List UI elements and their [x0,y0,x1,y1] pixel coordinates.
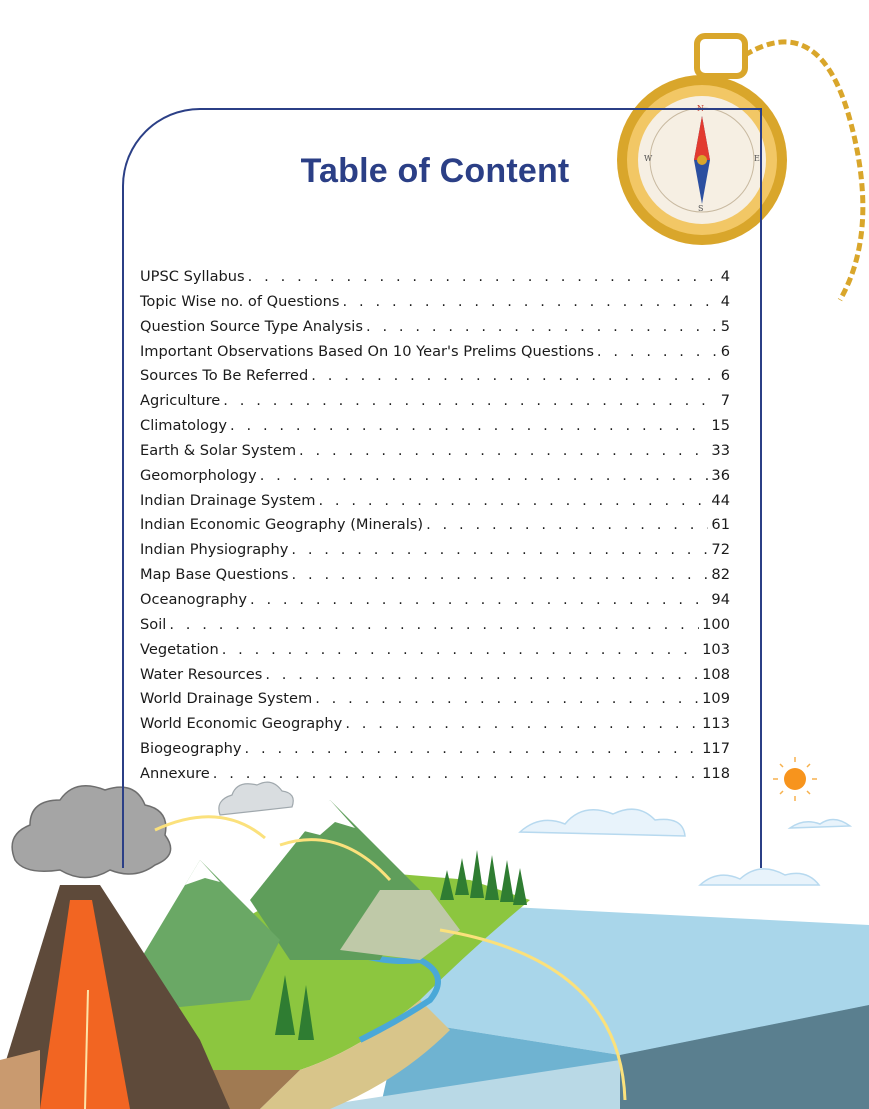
compass-letter-s: S [698,204,704,213]
toc-entry-page: 15 [711,417,730,435]
dot-leader [230,417,708,434]
toc-entry-page: 113 [702,715,730,733]
toc-entry-label: World Economic Geography [140,715,343,733]
toc-entry[interactable] [140,541,730,566]
toc-entry[interactable] [140,392,730,417]
toc-entry[interactable] [140,715,730,740]
toc-entry[interactable] [140,318,730,343]
toc-entry-label: Question Source Type Analysis [140,317,363,335]
dot-leader [366,318,718,335]
toc-entry-page: 103 [702,640,730,658]
dot-leader [223,392,717,409]
dot-leader [311,367,717,384]
compass-letter-n: N [697,104,704,113]
toc-entry-label: Geomorphology [140,466,257,484]
dot-leader [292,566,709,583]
dot-leader [213,765,699,782]
toc-entry-page: 109 [702,690,730,708]
toc-entry[interactable] [140,467,730,492]
compass-letter-e: E [754,154,760,163]
toc-entry-label: Earth & Solar System [140,441,297,459]
toc-entry-page: 7 [720,392,730,410]
dot-leader [345,715,699,732]
toc-entry-page: 5 [720,317,730,335]
toc-entry-page: 36 [711,466,730,484]
sun-icon [773,757,817,801]
dot-leader [248,268,718,285]
toc-entry[interactable] [140,417,730,442]
toc-entry-page: 117 [702,740,730,758]
toc-entry[interactable] [140,343,730,368]
toc-entry-page: 33 [711,441,730,459]
toc-entry-page: 100 [702,615,730,633]
toc-entry[interactable] [140,367,730,392]
toc-entry-page: 4 [720,268,730,285]
toc-entry-label: Biogeography [140,740,242,758]
toc-entry[interactable] [140,492,730,517]
toc-entry[interactable] [140,765,730,790]
toc-entry-page: 6 [720,367,730,385]
compass-letter-w: W [644,154,653,163]
toc-entry[interactable] [140,268,730,293]
dot-leader [291,541,708,558]
toc-entry-page: 4 [720,292,730,310]
dot-leader [318,492,708,509]
toc-entry-label: Oceanography [140,590,247,608]
dot-leader [597,343,718,360]
toc-entry[interactable] [140,566,730,591]
dot-leader [343,293,718,310]
toc-entry-label: Indian Economic Geography (Minerals) [140,516,424,534]
toc-entry-label: Climatology [140,417,227,435]
toc-entry-page: 82 [711,566,730,584]
toc-entry[interactable] [140,690,730,715]
dot-leader [265,666,699,683]
toc-entry-label: Soil [140,615,167,633]
toc-entry-page: 72 [711,541,730,559]
dot-leader [169,616,699,633]
toc-entry[interactable] [140,293,730,318]
dot-leader [245,740,700,757]
toc-entry-label: Agriculture [140,392,221,410]
toc-entry[interactable] [140,740,730,765]
dot-leader [222,641,699,658]
toc-entry-label: World Drainage System [140,690,313,708]
toc-entry-page: 94 [711,590,730,608]
toc-entry-label: Indian Physiography [140,541,289,559]
toc-entry[interactable] [140,641,730,666]
toc-entry-label: Vegetation [140,640,219,658]
toc-entry-page: 44 [711,491,730,509]
toc-entry-page: 61 [711,516,730,534]
toc-entry[interactable] [140,442,730,467]
toc-entry-label: Sources To Be Referred [140,367,309,385]
dot-leader [299,442,708,459]
dot-leader [260,467,709,484]
toc-entry[interactable] [140,516,730,541]
toc-entry-label: Topic Wise no. of Questions [140,292,340,310]
toc-entry[interactable] [140,666,730,691]
toc-entry-page: 6 [720,342,730,360]
table-of-contents [140,268,730,790]
toc-entry-label: Indian Drainage System [140,491,316,509]
toc-entry-label: Important Observations Based On 10 Year's Prelims Questions [140,342,594,360]
toc-entry[interactable] [140,591,730,616]
page-title: Table of Content [300,152,570,190]
toc-entry-label: Annexure [140,764,210,782]
dot-leader [315,690,699,707]
toc-entry[interactable] [140,616,730,641]
toc-entry-page: 118 [702,764,730,782]
toc-entry-label: Water Resources [140,665,263,683]
dot-leader [426,516,708,533]
toc-entry-label: UPSC Syllabus [140,268,245,285]
toc-entry-page: 108 [702,665,730,683]
dot-leader [250,591,708,608]
toc-entry-label: Map Base Questions [140,566,289,584]
